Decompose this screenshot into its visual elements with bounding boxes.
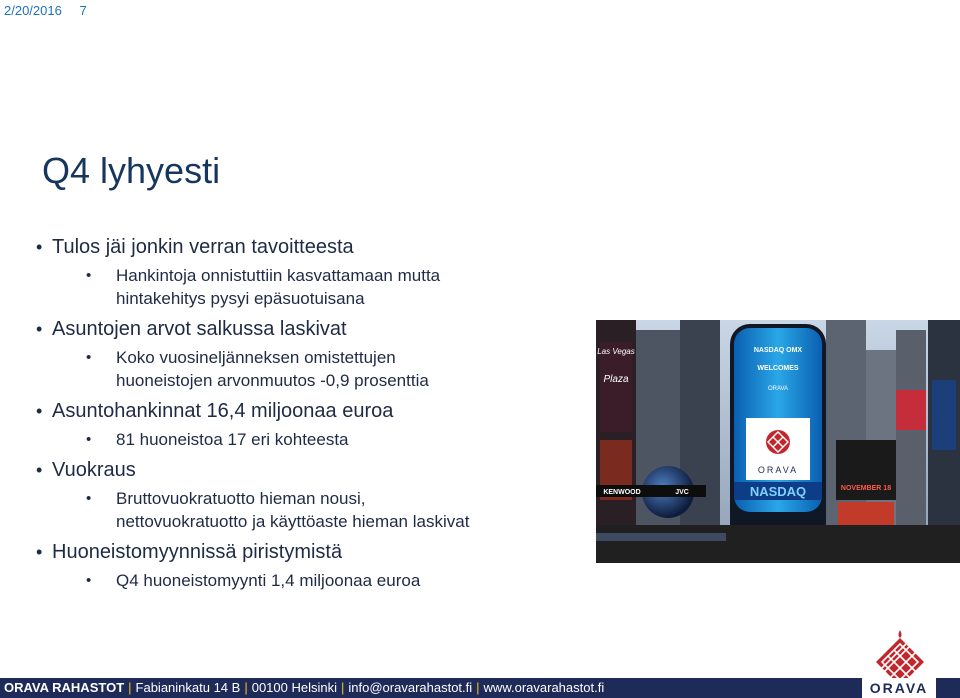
billboard-orava-text: ORAVA <box>767 386 789 392</box>
sign-jvc-text: JVC <box>675 489 689 496</box>
footer-separator: | <box>476 680 480 695</box>
sub-bullet-item: • 81 huoneistoa 17 eri kohteesta <box>36 428 596 451</box>
photo-illustration <box>596 320 960 563</box>
footer-city: 00100 Helsinki <box>251 680 337 695</box>
sign-plaza-text: Plaza <box>603 374 629 385</box>
bullet-item: • Asuntohankinnat 16,4 miljoonaa euroa <box>36 398 596 424</box>
billboard-top-text: NASDAQ OMX <box>753 347 803 354</box>
orava-logo-text: ORAVA <box>862 678 936 698</box>
sub-bullet-item: • Bruttovuokratuotto hieman nousi, nettovuokratuotto ja käyttöaste hieman laskivat <box>36 487 596 533</box>
sign-kenwood-text: KENWOOD <box>603 489 641 496</box>
slide-title: Q4 lyhyesti <box>42 150 221 191</box>
sub-bullet-item: • Q4 huoneistomyynti 1,4 miljoonaa euroa <box>36 569 596 592</box>
sub-bullet-item: • Hankintoja onnistuttiin kasvattamaan mutta hintakehitys pysyi epäsuotuisana <box>36 264 596 310</box>
nasdaq-times-square-photo <box>596 320 960 563</box>
sign-las-vegas-text: Las Vegas <box>597 347 635 356</box>
billboard-brand-text: ORAVA <box>757 465 799 475</box>
slide-header <box>4 3 87 18</box>
bullet-item: • Tulos jäi jonkin verran tavoitteesta <box>36 234 596 260</box>
billboard-nasdaq-text: NASDAQ <box>749 484 807 499</box>
billboard-welcomes-text: WELCOMES <box>757 365 799 372</box>
page-number: 7 <box>79 3 87 18</box>
bullet-item: • Huoneistomyynnissä piristymistä <box>36 539 596 565</box>
slide-date: 2/20/2016 <box>4 3 62 18</box>
footer-separator: | <box>341 680 345 695</box>
bullet-item: • Vuokraus <box>36 457 596 483</box>
footer-separator: | <box>128 680 132 695</box>
footer-address: Fabianinkatu 14 B <box>135 680 241 695</box>
bullet-list <box>36 228 596 596</box>
footer-website-link[interactable]: www.oravarahastot.fi <box>483 680 605 695</box>
footer-bar <box>0 678 960 698</box>
bullet-item: • Asuntojen arvot salkussa laskivat <box>36 316 596 342</box>
footer-separator: | <box>244 680 248 695</box>
footer-email-link[interactable]: info@oravarahastot.fi <box>348 680 473 695</box>
sub-bullet-item: • Koko vuosineljänneksen omistettujen huoneistojen arvonmuutos -0,9 prosenttia <box>36 346 596 392</box>
sign-november-text: NOVEMBER 18 <box>840 485 892 492</box>
footer-company: ORAVA RAHASTOT <box>4 680 125 695</box>
